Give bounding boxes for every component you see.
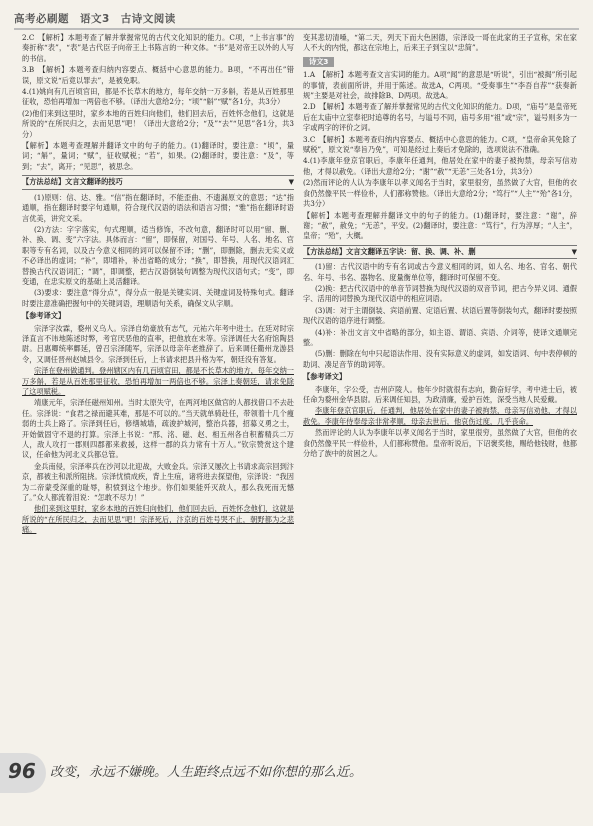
answer-paragraph: 1.A 【解析】本题考查文言实词的能力。A项“闻”的意思是“听说”，引出“被揭”所引起的事情，表前面所讲，并用于陈述。故选A，C两项。“受奏事生”“李吾自荐”“获奏新规”主要是对社会，故排除B、D两项。故选A。 (303, 70, 577, 101)
page-footer (0, 753, 593, 793)
answer-paragraph: 2.D 【解析】本题考查了解并掌握常见的古代文化知识的能力。D项，“庙号”是皇帝死后在太庙中立室奉祀时追尊的名号，与谥号不同，庙号多用“祖”或“宗”，谥号则多为一字或两字的评价之词。 (303, 102, 577, 133)
answer-paragraph: 李康年登京官职后，任通判，他居处在家中的妻子被拘禁，母亲写信劝他，才得以赦免。李康年侍奉母亲非常孝顺，母亲去世后，他哀伤过度，几乎丧命。 (303, 406, 577, 426)
reference-translation-heading: 【参考译文】 (303, 372, 347, 382)
answer-paragraph: 3.C 【解析】本题考查归纳内容要点、概括中心意思的能力。C项，“皇帝命其免除了赋税”，原文说“奉旨乃免”，可知是经过上奏后才免除的，选项说法不准确。 (303, 134, 577, 155)
answer-paragraph: 2.C 【解析】本题考查了解并掌握常见的古代文化知识的能力。C项，“上书言事”的奏折称“表”，“表”是古代臣子向帝王上书陈言的一种文体。“书”是对帝王以外的人写的书信。 (22, 33, 294, 63)
method-summary-box (22, 175, 294, 189)
page-number: 96 (8, 759, 36, 783)
answer-paragraph: (2)换：把古代汉语中的单音节词替换为现代汉语的双音节词，把古今异义词、通假字、活用的词替换为现代汉语中的相应词语。 (303, 283, 577, 304)
running-title: 高考必刷题 语文3 古诗文阅读 (14, 13, 176, 25)
answer-paragraph: 变其悲切清嗓，“第二天，列天下而大色困德，宗泽设一哥在此家的王子宣称，宋在家人不大的内悦，都这在宗地上，后来王子到宝以“忠简”。 (303, 33, 577, 53)
answer-paragraph: 【解析】本题考查理解并翻译文中的句子的能力。(1)翻译时，要注意：“谢”，辞谢；“赦”，赦免；“无恙”，平安。(2)翻译时，要注意：“笃行”，行为淳厚；“人主”，皇帝；“殆”，大概。 (303, 210, 577, 241)
answer-paragraph: (1)原则：信、达、雅。“信”指在翻译时，不能歪曲、不遗漏原文的意思；“达”指通顺，指在翻译时要字句通顺，符合现代汉语的语法和语言习惯；“雅”指在翻译时语言优美，讲究文采。 (22, 192, 294, 223)
answer-paragraph: 李康年，字公受，吉州庐陵人。他年少时就很有志向，勤奋好学，考中进士后，被任命为婺州金华县尉。后来调任知县，为政清廉，爱护百姓，深受当地人民爱戴。 (303, 384, 577, 404)
answer-paragraph: (5)删：删除在句中只起语法作用、没有实际意义的虚词，如发语词、句中表停顿的助词、凑足音节的助词等。 (303, 349, 577, 369)
answer-paragraph: 4.(1)姚向有几百顷官田，都是不长草木的地方，每年交纳一万多斛，若是从百姓那里征收，恐怕再增加一两倍也不够。（译出大意给2分；“顷”“斛”“赋”各1分，共3分） (22, 87, 294, 107)
answer-paragraph: 金兵南侵，宗泽率兵在沙河以北迎战，大败金兵。宗泽又屡次上书请求高宗回到汴京，都被主和派所阻挠。宗泽忧愤成疾，背上生疽，诸将进去探望他，宗泽说：“我因为二帝蒙受深重的耻辱，积愤到这个地步。你们如果能歼灭敌人，那么我死而无憾了。”众人都流着泪说：“怎敢不尽力！” (22, 461, 294, 503)
header-rule (14, 28, 579, 30)
answer-paragraph: 宗泽在登州做通判。登州辖区内有几百顷官田，都是不长草木的地方，每年交纳一万多斛，若是从百姓那里征收，恐怕再增加一两倍也不够。宗泽上奏朝廷，请求免除了这项赋税。 (22, 366, 294, 396)
answer-paragraph: 他们来到这里时，家乡本地的百姓归向他们，他们回去后，百姓怀念他们，这就是所说的“在所民归之，去而见思”吧！宗泽死后，汴京的百姓号哭不止，朝野都为之悲痛。 (22, 504, 294, 535)
answer-paragraph: 靖康元年，宗泽任磁州知州。当时太原失守，在两河地区做官的人都找借口不去赴任。宗泽说：“食君之禄而避其难，那是不可以的。”当天就单骑赴任，带领着十几个瘦弱的士兵上路了。宗泽到任后，修缮城墙，疏浚护城河，整治兵器，招募义勇之士，开始做固守不退的打算。宗泽上书说：“邢、洺、磁、赵、相五州各自积蓄精兵二万人，敌人攻打一郡则四郡都来救援，这样一郡的兵力常有十万人。”钦宗赞赏这个建议，任命他为河北义兵都总管。 (22, 398, 294, 460)
left-column (22, 33, 294, 748)
answer-paragraph: (2)他们来到这里时，家乡本地的百姓归向他们，他们回去后，百姓怀念他们，这就是所说的“在所民归之，去而见思”吧！（译出大意给2分；“及”“去”“见思”各1分，共3分） (22, 108, 294, 139)
method-summary-title: 【方法总结】文言文翻译的技巧 (22, 177, 123, 187)
section-label: 诗文3 (303, 57, 334, 67)
answer-paragraph: (1)留：古代汉语中的专有名词或古今意义相同的词，如人名、地名、官名、朝代名、年号、书名、器物名、度量衡单位等，翻译时可保留不变。 (303, 262, 577, 282)
method-summary-box (303, 245, 577, 259)
method-summary-title: 【方法总结】文言文翻译五字诀：留、换、调、补、删 (303, 246, 476, 256)
answer-paragraph: 宗泽字汝霖，婺州义乌人。宗泽自幼豪放有志气，元祐六年考中进士。在廷对时宗泽直言不讳地陈述时弊，考官厌恶他的直率，把他放在末等。宗泽调任大名府馆陶县尉。吕惠卿统率鄜延，曾召宗泽随军，宗泽以母亲年老推辞了。后来调任衢州龙游县令，又调任晋州赵城县令。宗泽到任后，上书请求把县升格为军，朝廷没有答复。 (22, 323, 294, 364)
answer-paragraph: (4)补：补出文言文中省略的部分，如主语、谓语、宾语、介词等，使译文通顺完整。 (303, 327, 577, 347)
answer-paragraph: 然而评论的人认为李康年以孝义闻名于当时，家里很穷，虽然做了大官，但他的衣食仍然像平民一样俭朴，人们都称赞他。皇帝听说后，下诏褒奖他，赐给他钱财，他都分给了族中的贫困之人。 (303, 428, 577, 459)
section-label-row (303, 55, 577, 70)
footer-motto: 改变，永远不嫌晚。人生距终点远不如你想的那么近。 (50, 765, 363, 780)
right-column (303, 33, 577, 748)
answer-paragraph: 【解析】本题考查理解并翻译文中的句子的能力。(1)翻译时，要注意：“顷”，量词；“斛”，量词；“赋”，征收赋税；“若”，如果。(2)翻译时，要注意：“及”，等到；“去”，离开；“见思”，被思念。 (22, 141, 294, 171)
page-number-badge (0, 753, 46, 793)
answer-paragraph: 4.(1)李康年登京官职后，李康年任通判，他居处在家中的妻子被拘禁，母亲写信劝他，才得以赦免。（译出大意给2分；“谢”“赦”“无恙”三处各1分，共3分） (303, 156, 577, 176)
triangle-down-icon: ▼ (571, 247, 577, 256)
answer-paragraph: (2)方法：字字落实，句式理顺，适当修饰，不改句意，翻译时可以用“留、删、补、换、调、变”六字法。具体而言：“留”，即保留，对国号、年号、人名、地名、官职等专有名词，以及古今意义相同的词可以保留不译；“删”，即删除，删去无实义或不必译出的虚词；“补”，即增补，补出省略的成分；“换”，即替换，用现代汉语词汇替换古代汉语词汇；“调”，即调整，把古汉语倒装句调整为现代汉语句式；“变”，即变通，在忠实原文的基础上灵活翻译。 (22, 224, 294, 286)
answer-paragraph: (2)然而评论的人认为李康年以孝义闻名于当时，家里很穷，虽然做了大官，但他的衣食仍然像平民一样俭朴，人们都称赞他。（译出大意给2分；“笃行”“人主”“殆”各1分，共3分） (303, 178, 577, 209)
reference-translation-heading: 【参考译文】 (22, 311, 66, 321)
answer-paragraph: (3)要求：要注意“得分点”，得分点一般是关键实词、关键虚词及特殊句式。翻译时要注意准确把握句中的关键词语，理顺语句关系，确保文从字顺。 (22, 288, 294, 308)
answer-paragraph: (3)调：对于主谓倒装、宾语前置、定语后置、状语后置等倒装句式，翻译时要按照现代汉语的语序进行调整。 (303, 305, 577, 326)
page-header (14, 6, 579, 30)
answer-paragraph: 3.B 【解析】本题考查归纳内容要点、概括中心意思的能力。B项，“不再出任”错误，原文说“后竟以罪去”，是被免职。 (22, 65, 294, 85)
triangle-down-icon: ▼ (288, 178, 294, 187)
